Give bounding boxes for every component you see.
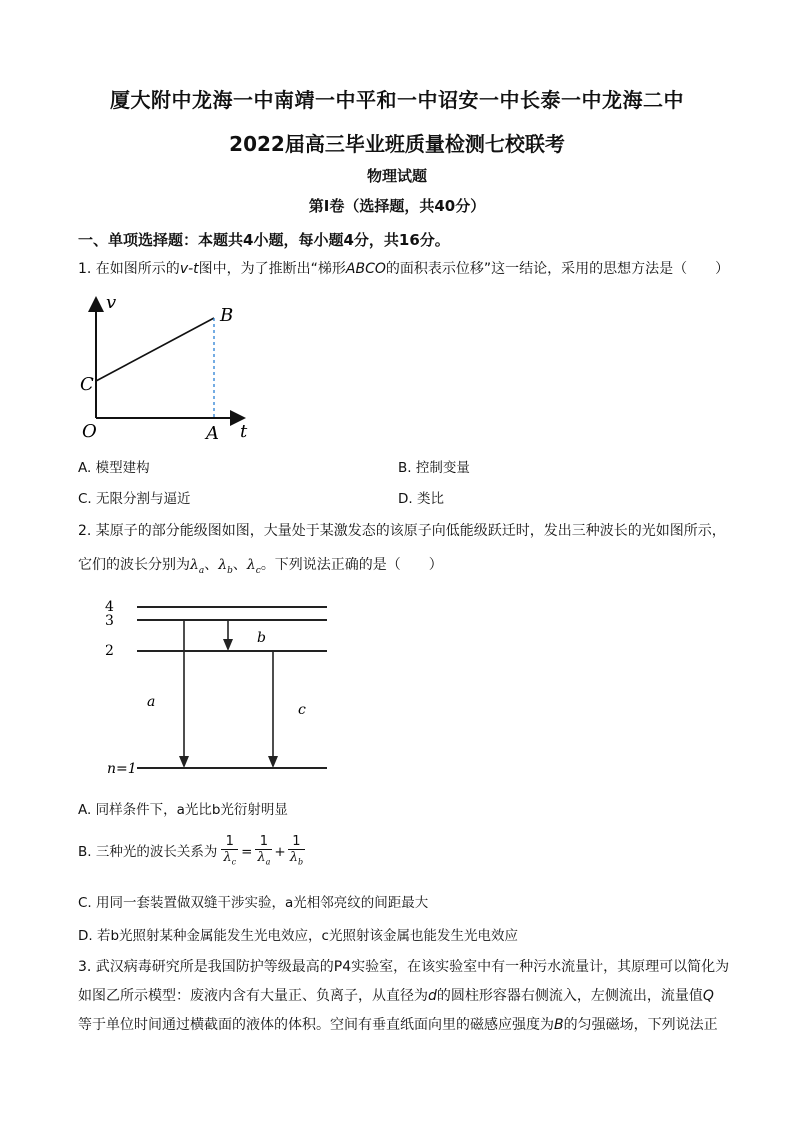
- q2-line2-part-b: 。下列说法正确的是（ ）: [260, 557, 443, 573]
- separator: 、: [232, 557, 247, 573]
- lambda-c: $\lambda_c$: [246, 557, 261, 576]
- lambda-a: $\lambda_a$: [190, 557, 205, 576]
- q1-stem-abco: ABCO: [345, 261, 386, 277]
- level-2-label: 2: [105, 643, 114, 659]
- plus-sign: +: [274, 843, 286, 860]
- label-b: B: [220, 305, 234, 326]
- q2-line2-part-a: 它们的波长分别为: [78, 557, 190, 573]
- arrow-b-head: [223, 639, 233, 651]
- label-o: O: [82, 421, 97, 442]
- q3-line2-part-a: 如图乙所示模型：废液内含有大量正、负离子，从直径为: [78, 988, 428, 1004]
- q2-option-c: C. 用同一套装置做双缝干涉实验，a光相邻亮纹的间距最大: [78, 895, 429, 911]
- q1-option-c: C. 无限分割与逼近: [78, 491, 191, 507]
- fraction-lambda-a: $\frac{1}{\lambda_a}$: [257, 834, 271, 867]
- fraction-lambda-b: $\frac{1}{\lambda_b}$: [289, 834, 304, 867]
- section-heading: 一、单项选择题：本题共4小题，每小题4分，共16分。: [78, 231, 450, 249]
- q1-option-b: B. 控制变量: [398, 460, 470, 476]
- arrow-a-label: a: [147, 694, 156, 710]
- energy-level-diagram: [95, 592, 335, 782]
- question-3-line3: [78, 1015, 718, 1035]
- question-3-line2: [78, 986, 714, 1006]
- label-a: A: [206, 423, 219, 442]
- level-1-label: n=1: [107, 761, 137, 777]
- question-1-stem: [78, 259, 729, 279]
- q2-option-d: D. 若b光照射某种金属能发生光电效应，c光照射该金属也能发生光电效应: [78, 928, 518, 944]
- level-3-label: 3: [105, 613, 114, 629]
- q3-field-b: B: [554, 1017, 564, 1033]
- question-2-line2: [78, 555, 443, 581]
- arrow-c-head: [268, 756, 278, 768]
- label-t: t: [240, 421, 248, 442]
- equals-sign: =: [241, 843, 253, 860]
- q1-stem-part-b: 图中，为了推断出“梯形: [198, 261, 346, 277]
- q2-option-b: [78, 834, 305, 870]
- fraction-lambda-c: $\frac{1}{\lambda_c}$: [223, 834, 237, 867]
- label-v: v: [106, 292, 117, 313]
- subject-title: 物理试题: [366, 167, 427, 185]
- q3-flow-q: Q: [702, 988, 714, 1004]
- q2-option-b-prefix: B. 三种光的波长关系为: [78, 843, 218, 860]
- lambda-b: $\lambda_b$: [218, 557, 233, 576]
- school-list-title: 厦大附中龙海一中南靖一中平和一中诏安一中长泰一中龙海二中: [110, 88, 684, 112]
- separator: 、: [204, 557, 219, 573]
- q3-line3-part-b: 的匀强磁场，下列说法正: [563, 1017, 718, 1033]
- label-c: C: [80, 374, 94, 395]
- q1-stem-part-c: 的面积表示位移”这一结论，采用的思想方法是（ ）: [385, 261, 730, 277]
- arrow-a-head: [179, 756, 189, 768]
- q3-diameter-d: d: [428, 988, 437, 1004]
- vt-graph: [74, 292, 264, 442]
- q1-stem-vt: v-t: [179, 261, 199, 277]
- q3-line3-part-a: 等于单位时间通过横截面的液体的体积。空间有垂直纸面向里的磁感应强度为: [78, 1017, 554, 1033]
- q3-line2-part-b: 的圆柱形容器右侧流入，左侧流出，流量值: [436, 988, 703, 1004]
- q1-option-d: D. 类比: [398, 491, 444, 507]
- level-4-label: 4: [105, 599, 114, 615]
- arrow-c-label: c: [298, 702, 306, 718]
- volume-title: 第Ⅰ卷（选择题，共40分）: [308, 197, 486, 215]
- q1-option-a: A. 模型建构: [78, 460, 150, 476]
- question-3-line1: 3. 武汉病毒研究所是我国防护等级最高的P4实验室，在该实验室中有一种污水流量计，其原理可以简化为: [78, 959, 730, 975]
- q1-stem-part-a: 1. 在如图所示的: [78, 261, 180, 277]
- question-2-line1: 2. 某原子的部分能级图如图，大量处于某激发态的该原子向低能级跃迁时，发出三种波长的光如图所示，: [78, 523, 726, 539]
- q2-option-a: A. 同样条件下，a光比b光衍射明显: [78, 802, 288, 818]
- exam-title: 2022届高三毕业班质量检测七校联考: [229, 132, 565, 156]
- arrow-b-label: b: [257, 630, 266, 646]
- velocity-line: [96, 318, 214, 381]
